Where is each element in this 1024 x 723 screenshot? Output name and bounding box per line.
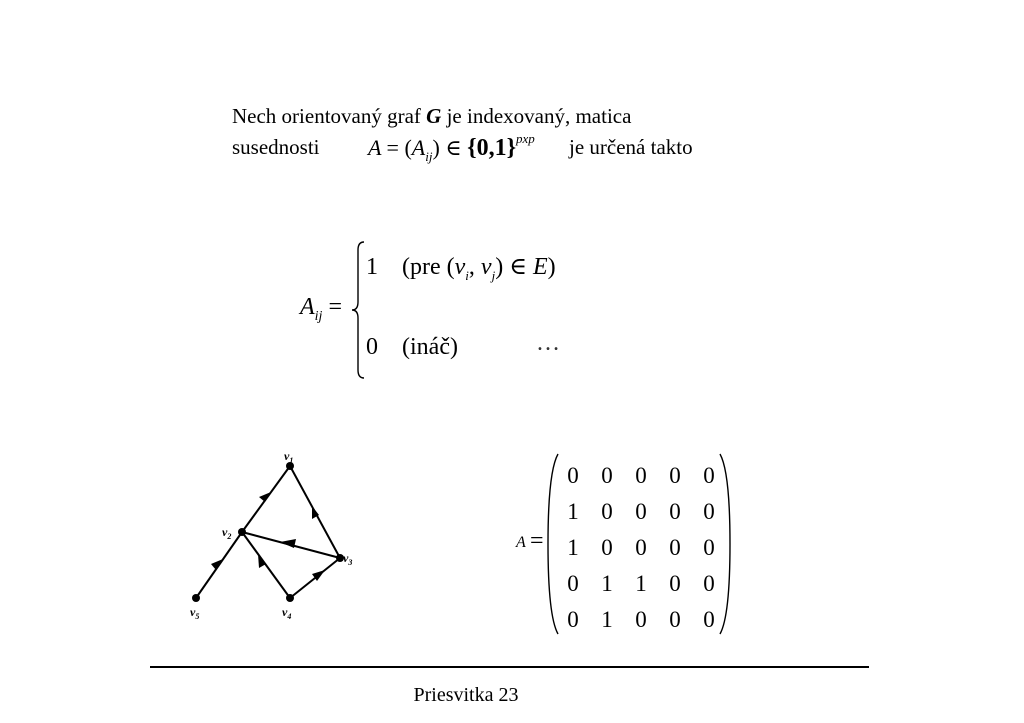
matrix-cell: 0 — [703, 571, 715, 596]
matrix-cell: 0 — [601, 499, 613, 524]
case2-cond: (ináč) — [402, 334, 458, 360]
node-v4 — [286, 594, 294, 602]
case1-cond-post: ) ∈ — [495, 254, 533, 280]
matrix-cell: 0 — [669, 499, 681, 524]
graph-nodes — [192, 462, 344, 602]
arrow-v6-v2 — [211, 559, 223, 570]
definition-lhs-sub: ij — [314, 309, 323, 324]
matrix-cell: 0 — [567, 571, 579, 596]
intro-line-2 — [232, 131, 693, 164]
matrix-cell: 0 — [669, 571, 681, 596]
matrix-cell: 0 — [601, 535, 613, 560]
matrix-cell: 0 — [567, 463, 579, 488]
piecewise-definition — [300, 240, 600, 390]
case1-set: E — [532, 254, 548, 280]
case1-value: 1 — [366, 254, 378, 280]
matrix-cell: 0 — [669, 535, 681, 560]
formula-lhs: A — [368, 135, 382, 160]
formula-sub: ij — [425, 149, 433, 164]
formula-in: ∈ — [445, 135, 462, 160]
case1-v1: v — [454, 254, 466, 280]
adjacency-matrix — [512, 452, 742, 642]
directed-graph — [180, 440, 380, 630]
matrix-cell: 0 — [601, 463, 613, 488]
matrix-eq: = — [530, 528, 544, 554]
definition-eq: = — [328, 294, 342, 320]
matrix-cell: 0 — [703, 535, 715, 560]
matrix-cell: 0 — [635, 535, 647, 560]
left-brace-icon — [350, 240, 366, 380]
matrix-cell: 1 — [601, 571, 613, 596]
definition-lhs — [300, 294, 342, 324]
matrix-cell: 0 — [635, 499, 647, 524]
matrix-cell: 0 — [635, 463, 647, 488]
case1-sep: , — [468, 254, 481, 280]
matrix-cell: 0 — [635, 607, 647, 632]
intro-line1-before: Nech orientovaný graf — [232, 104, 427, 128]
case1-v2-sub: j — [491, 268, 496, 283]
footer-divider — [150, 666, 869, 668]
matrix-cell: 1 — [567, 499, 579, 524]
formula-sup: pxp — [516, 131, 535, 146]
intro-line1-after: je indexovaný, matica — [441, 104, 632, 128]
formula-set: {0,1} — [467, 135, 517, 161]
node-label-v2: $v_2$ — [222, 525, 232, 541]
matrix-cell: 1 — [635, 571, 647, 596]
matrix-cell: 0 — [669, 607, 681, 632]
case2-value: 0 — [366, 334, 378, 360]
formula-open: ( — [404, 135, 412, 160]
matrix-cell: 0 — [567, 607, 579, 632]
intro-line-1 — [232, 101, 631, 132]
matrix-cell: 1 — [567, 535, 579, 560]
case1-v2: v — [480, 254, 492, 280]
intro-line2-start: susednosti — [232, 135, 320, 159]
intro-text — [232, 101, 693, 164]
node-v2 — [238, 528, 246, 536]
matrix-label: A — [516, 534, 526, 551]
slide-footer: Priesvitka 23 — [413, 684, 519, 706]
adjacency-formula — [368, 132, 535, 166]
case1-v1-sub: i — [465, 268, 469, 283]
definition-case-1 — [366, 252, 556, 281]
definition-lhs-symbol: A — [300, 294, 315, 320]
node-v6 — [192, 594, 200, 602]
intro-line2-end: je určená takto — [569, 135, 693, 159]
matrix-cell: 0 — [703, 463, 715, 488]
matrix-cell: 0 — [669, 463, 681, 488]
right-paren-icon — [718, 452, 732, 636]
graph-variable: G — [426, 104, 442, 128]
node-label-v4: $v_4$ — [282, 605, 292, 621]
node-label-v5: $v_3$ — [343, 551, 353, 567]
matrix-cell: 1 — [601, 607, 613, 632]
node-label-v1: $v_1$ — [284, 449, 294, 465]
definition-case-2 — [366, 334, 458, 361]
node-label-v6: $v_5$ — [190, 605, 200, 621]
definition-dots: … — [536, 330, 562, 356]
matrix-cell: 0 — [703, 499, 715, 524]
arrow-v2-v1 — [259, 492, 271, 502]
case1-close: ) — [547, 254, 556, 280]
matrix-cell: 0 — [703, 607, 715, 632]
formula-a: A — [411, 135, 426, 160]
formula-close: ) — [432, 135, 440, 160]
arrow-v4-v2 — [258, 554, 266, 568]
case1-cond-pre: (pre ( — [402, 254, 455, 280]
formula-eq: = — [386, 135, 399, 160]
